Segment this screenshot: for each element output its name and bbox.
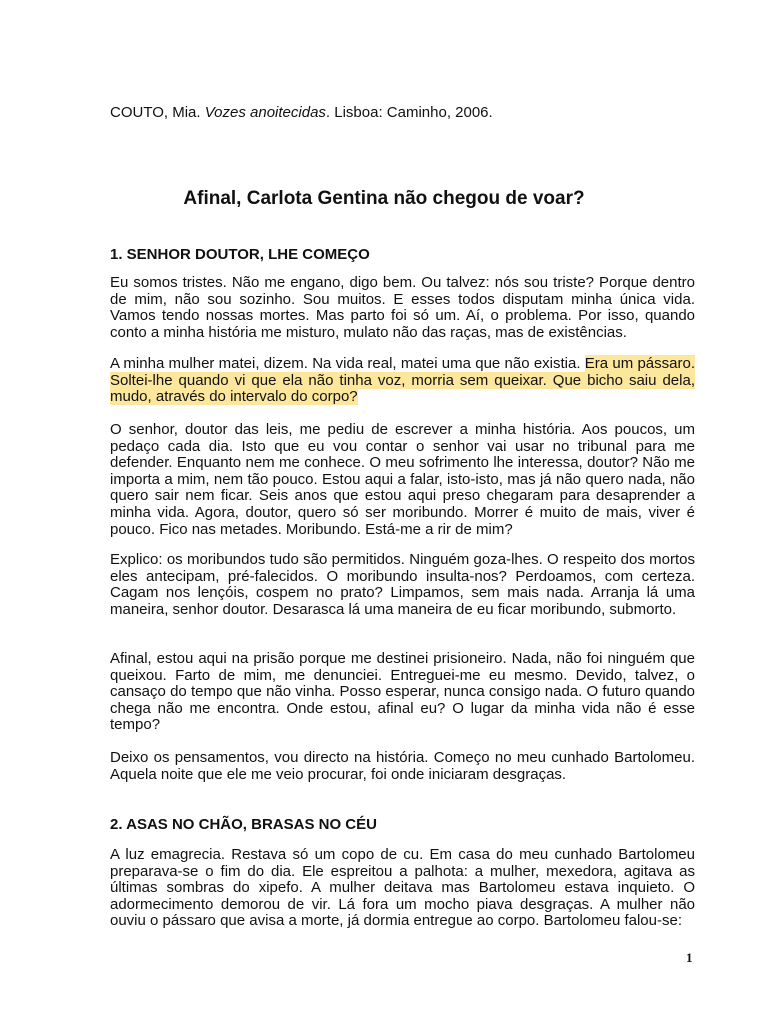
paragraph: Afinal, estou aqui na prisão porque me destinei prisioneiro. Nada, não foi ninguém que queixou. Farto de mim, me denunciei. Entreguei-me eu mesmo. Devido, talvez, o cansaço do tempo que não vinha. Posso esperar, nunca consigo nada. O futuro quando chega não me encontra. Onde estou, afinal eu? O lugar da minha vida não é esse tempo? — [110, 650, 695, 734]
paragraph-highlighted: A minha mulher matei, dizem. Na vida real, matei uma que não existia. Era um pássaro. Soltei-lhe quando vi que ela não tinha voz, morria sem queixar. Que bicho saiu dela, mudo, através do intervalo do corpo? — [110, 355, 695, 406]
page-number: 1 — [686, 950, 693, 965]
paragraph: Deixo os pensamentos, vou directo na história. Começo no meu cunhado Bartolomeu. Aquela noite que ele me veio procurar, foi onde iniciaram desgraças. — [110, 749, 695, 783]
section-heading-2: 2. ASAS NO CHÃO, BRASAS NO CÉU — [110, 816, 377, 833]
section-heading-1: 1. SENHOR DOUTOR, LHE COMEÇO — [110, 246, 370, 263]
book-title: Vozes anoitecidas — [204, 104, 326, 121]
bibliographic-citation: COUTO, Mia. Vozes anoitecidas. Lisboa: Caminho, 2006. — [110, 104, 493, 121]
story-title: Afinal, Carlota Gentina não chegou de voar? — [183, 188, 585, 209]
paragraph: A luz emagrecia. Restava só um copo de cu. Em casa do meu cunhado Bartolomeu preparava-se o fim do dia. Ele espreitou a palhota: a mulher, mexedora, agitava as últimas sombras do xipefo. A mulher deitava mas Bartolomeu estava inquieto. O adormecimento demorou de vir. Lá fora um mocho piava desgraças. A mulher não ouviu o pássaro que avisa a morte, já dormia entregue ao corpo. Bartolomeu falou-se: — [110, 846, 695, 930]
paragraph: O senhor, doutor das leis, me pediu de escrever a minha história. Aos poucos, um pedaço cada dia. Isto que eu vou contar o senhor vai usar no tribunal para me defender. Enquanto nem me conhece. O meu sofrimento lhe interessa, doutor? Não me importa a mim, nem tão pouco. Estou aqui a falar, isto-isto, mas já não quero nada, não quero sair nem ficar. Seis anos que estou aqui preso chegaram para desaprender a minha vida. Agora, doutor, quero só ser moribundo. Morrer é muito de mais, viver é pouco. Fico nas metades. Moribundo. Está-me a rir de mim? — [110, 421, 695, 538]
paragraph: Explico: os moribundos tudo são permitidos. Ninguém goza-lhes. O respeito dos mortos eles antecipam, pré-falecidos. O moribundo insulta-nos? Perdoamos, com certeza. Cagam nos lençóis, cospem no prato? Limpamos, sem mais nada. Arranja lá uma maneira, senhor doutor. Desarasca lá uma maneira de eu ficar moribundo, submorto. — [110, 551, 695, 618]
paragraph: Eu somos tristes. Não me engano, digo bem. Ou talvez: nós sou triste? Porque dentro de mim, não sou sozinho. Sou muitos. E esses todos disputam minha única vida. Vamos tendo nossas mortes. Mas parto foi só um. Aí, o problema. Por isso, quando conto a minha história me misturo, mulato não das raças, mas de existências. — [110, 274, 695, 341]
highlighted-text[interactable]: Era um pássaro. Soltei-lhe quando vi que ela não tinha voz, morria sem queixar. Que bicho saiu dela, mudo, através do intervalo do corpo? — [110, 355, 695, 406]
